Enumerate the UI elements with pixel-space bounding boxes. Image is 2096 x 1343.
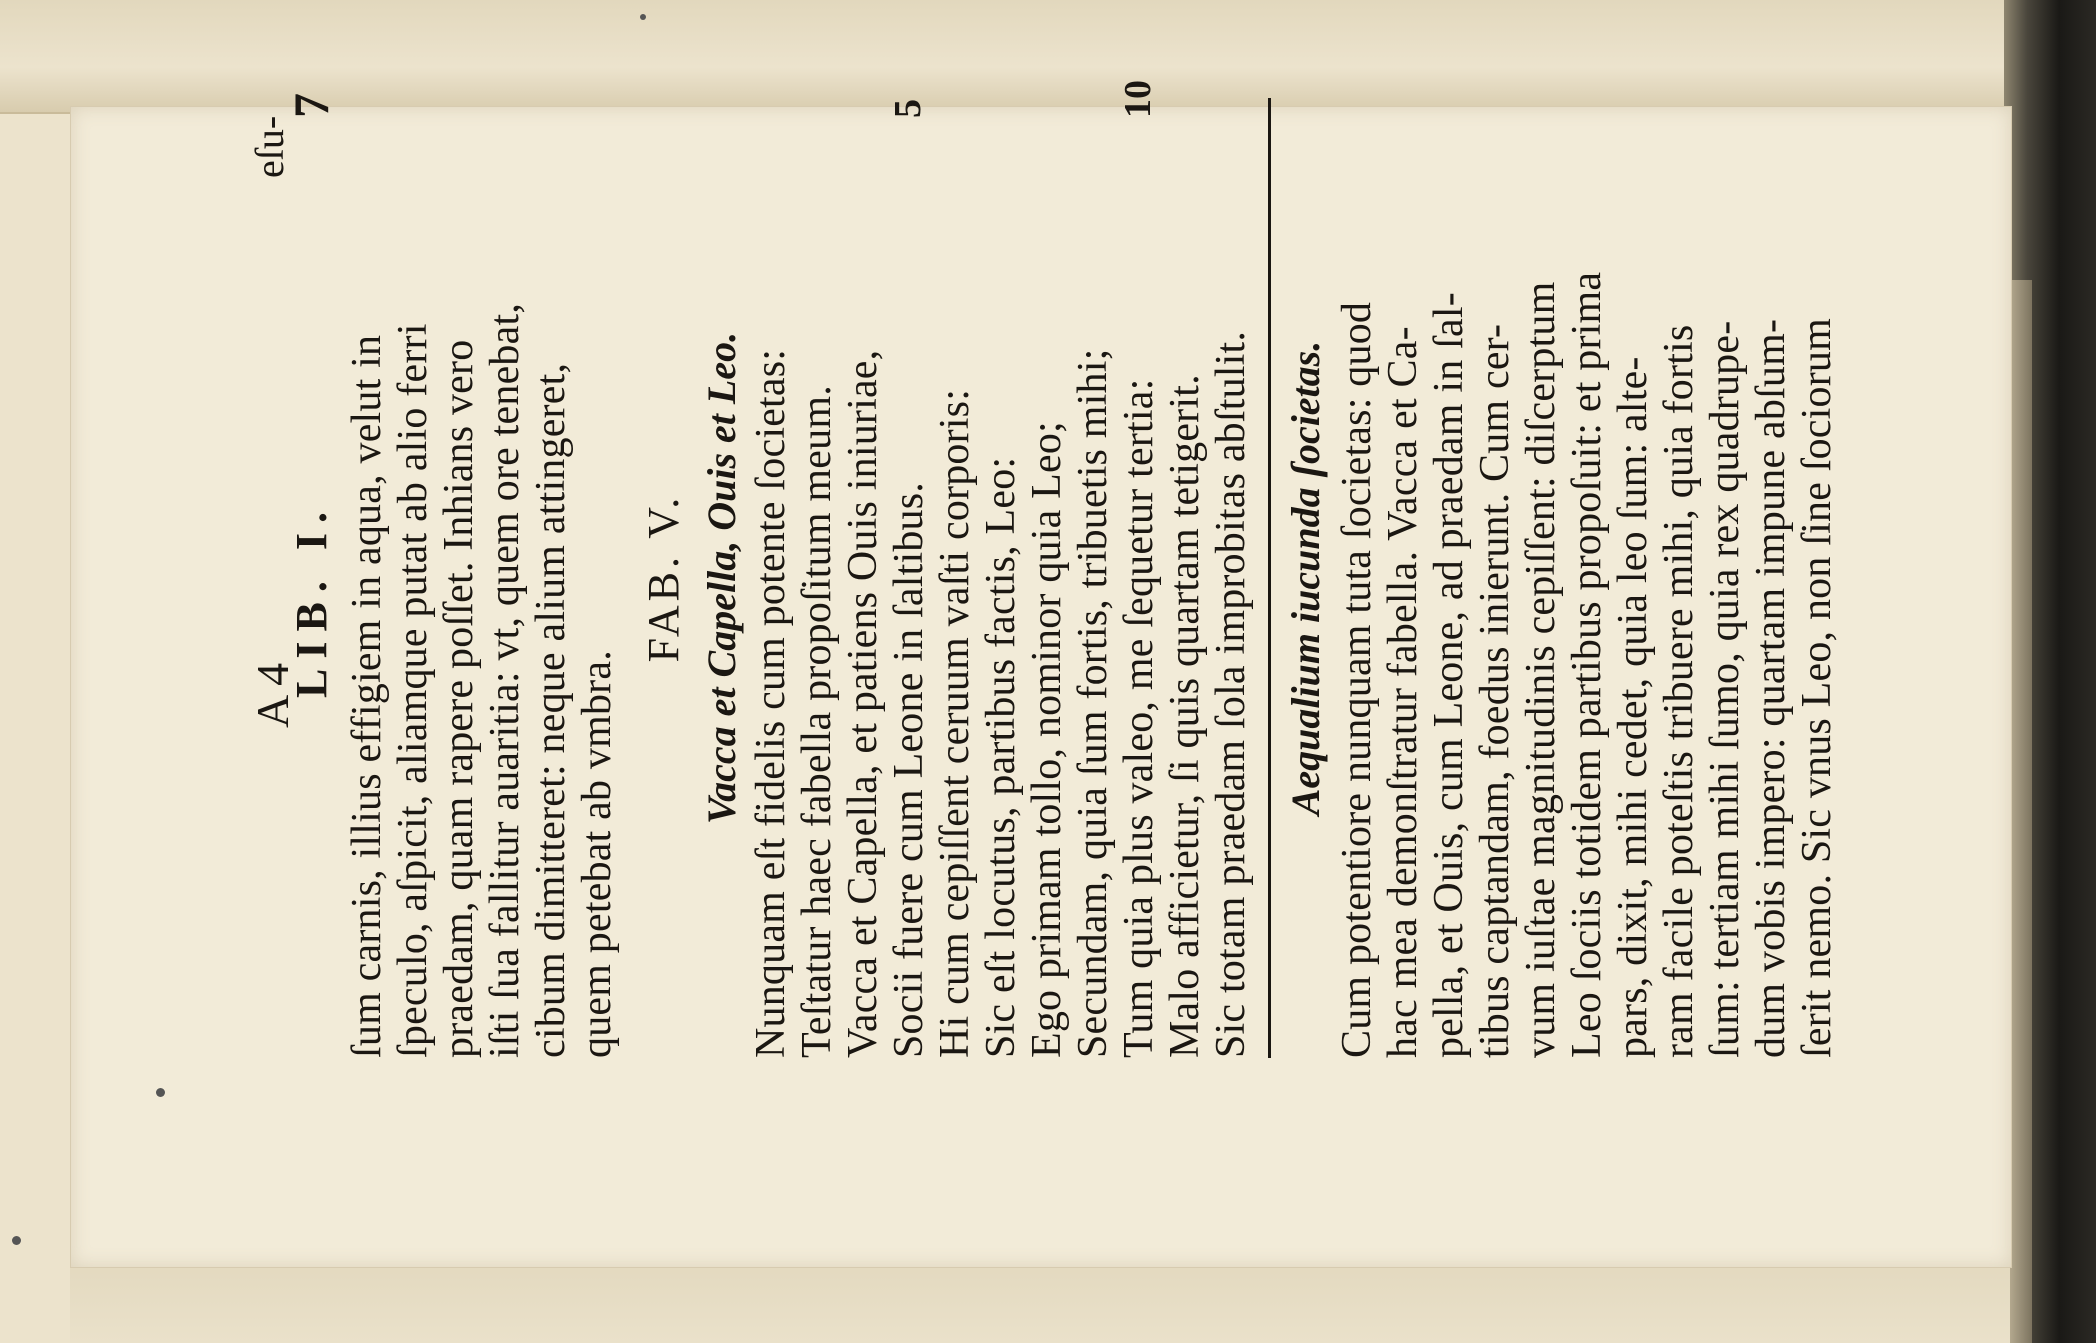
text-line: Leo ſociis totidem partibus propoſuit: et prima — [1564, 271, 1610, 1058]
verse-line: Sic totam praedam ſola improbitas abſtulit. — [1208, 330, 1254, 1058]
text-line: ſum: tertiam mihi ſumo, quia rex quadrupe- — [1702, 320, 1748, 1058]
text-line: pella, et Ouis, cum Leone, ad praedam in ſal- — [1426, 292, 1472, 1058]
verse-line: Nunquam eſt fidelis cum potente ſocietas: — [748, 348, 794, 1058]
ink-speck — [156, 1088, 165, 1097]
text-line: tibus captandam, foedus inierunt. Cum cer- — [1472, 323, 1518, 1058]
section-rule — [1268, 98, 1271, 1058]
text-line: praedam, quam rapere poſſet. Inhians vero — [436, 339, 482, 1058]
fable-title: Vacca et Capella, Ouis et Leo. — [699, 331, 744, 825]
catchword: eſu- — [247, 115, 292, 178]
verse-line: Teſtatur haec fabella propoſitum meum. — [794, 385, 840, 1058]
verse-line: Hi cum cepiſſent ceruum vaſti corporis: — [932, 388, 978, 1058]
text-line: dum vobis impero: quartam impune abſum- — [1748, 318, 1794, 1058]
underlying-page — [70, 1262, 2010, 1343]
verse-line: Malo afficietur, ſi quis quartam tetigerit. — [1162, 374, 1208, 1058]
page-footer-rotated — [246, 98, 326, 1058]
verse-line: Secundam, quia ſum fortis, tribuetis mihi; — [1070, 348, 1116, 1058]
verse-line: Vacca et Capella, et patiens Ouis iniuriae, — [840, 349, 886, 1058]
page-spine-edge — [2010, 280, 2032, 1343]
text-line: Cum potentiore nunquam tuta ſocietas: quod — [1334, 301, 1380, 1058]
signature-mark: A 4 — [247, 662, 298, 728]
text-line: iſti ſua fallitur auaritia: vt, quem ore tenebat, — [482, 302, 528, 1058]
ink-speck — [640, 14, 646, 20]
page-text-rotated — [278, 80, 1840, 1058]
text-line: cibum dimitteret: neque alium attingeret, — [528, 362, 574, 1058]
page-number: 7 — [283, 93, 339, 118]
text-line: hac mea demonſtratur fabella. Vacca et Ca- — [1380, 326, 1426, 1058]
verse-line: Socii fuere cum Leone in ſaltibus. — [886, 482, 932, 1058]
text-line: quem petebat ab vmbra. — [574, 650, 620, 1058]
text-line: ſerit nemo. Sic vnus Leo, non ſine ſociorum — [1794, 318, 1840, 1058]
ink-speck — [12, 1236, 21, 1245]
verse-number: 5 — [887, 99, 929, 118]
moral-title: Aequalium iucunda ſocietas. — [1283, 340, 1328, 816]
text-line: ſum carnis, illius effigiem in aqua, velut in — [344, 334, 390, 1058]
verse-line: Sic eſt locutus, partibus factis, Leo: — [978, 456, 1024, 1058]
text-line: ſpeculo, aſpicit, aliamque putat ab alio ferri — [390, 323, 436, 1058]
verse-number: 10 — [1117, 80, 1159, 118]
text-line: ram facile poteſtis tribuere mihi, quia fortis — [1656, 324, 1702, 1058]
fable-heading: FAB. V. — [639, 493, 688, 663]
text-line: pars, dixit, mihi cedet, quia leo ſum: alte- — [1610, 356, 1656, 1058]
verse-line: Ego primam tollo, nominor quia Leo; — [1024, 421, 1070, 1058]
verse-line: Tum quia plus valeo, me ſequetur tertia: — [1116, 378, 1162, 1058]
text-line: vum iuſtae magnitudinis cepiſſent: diſcerptum — [1518, 281, 1564, 1058]
running-head-title: LIB. I. — [287, 502, 336, 698]
